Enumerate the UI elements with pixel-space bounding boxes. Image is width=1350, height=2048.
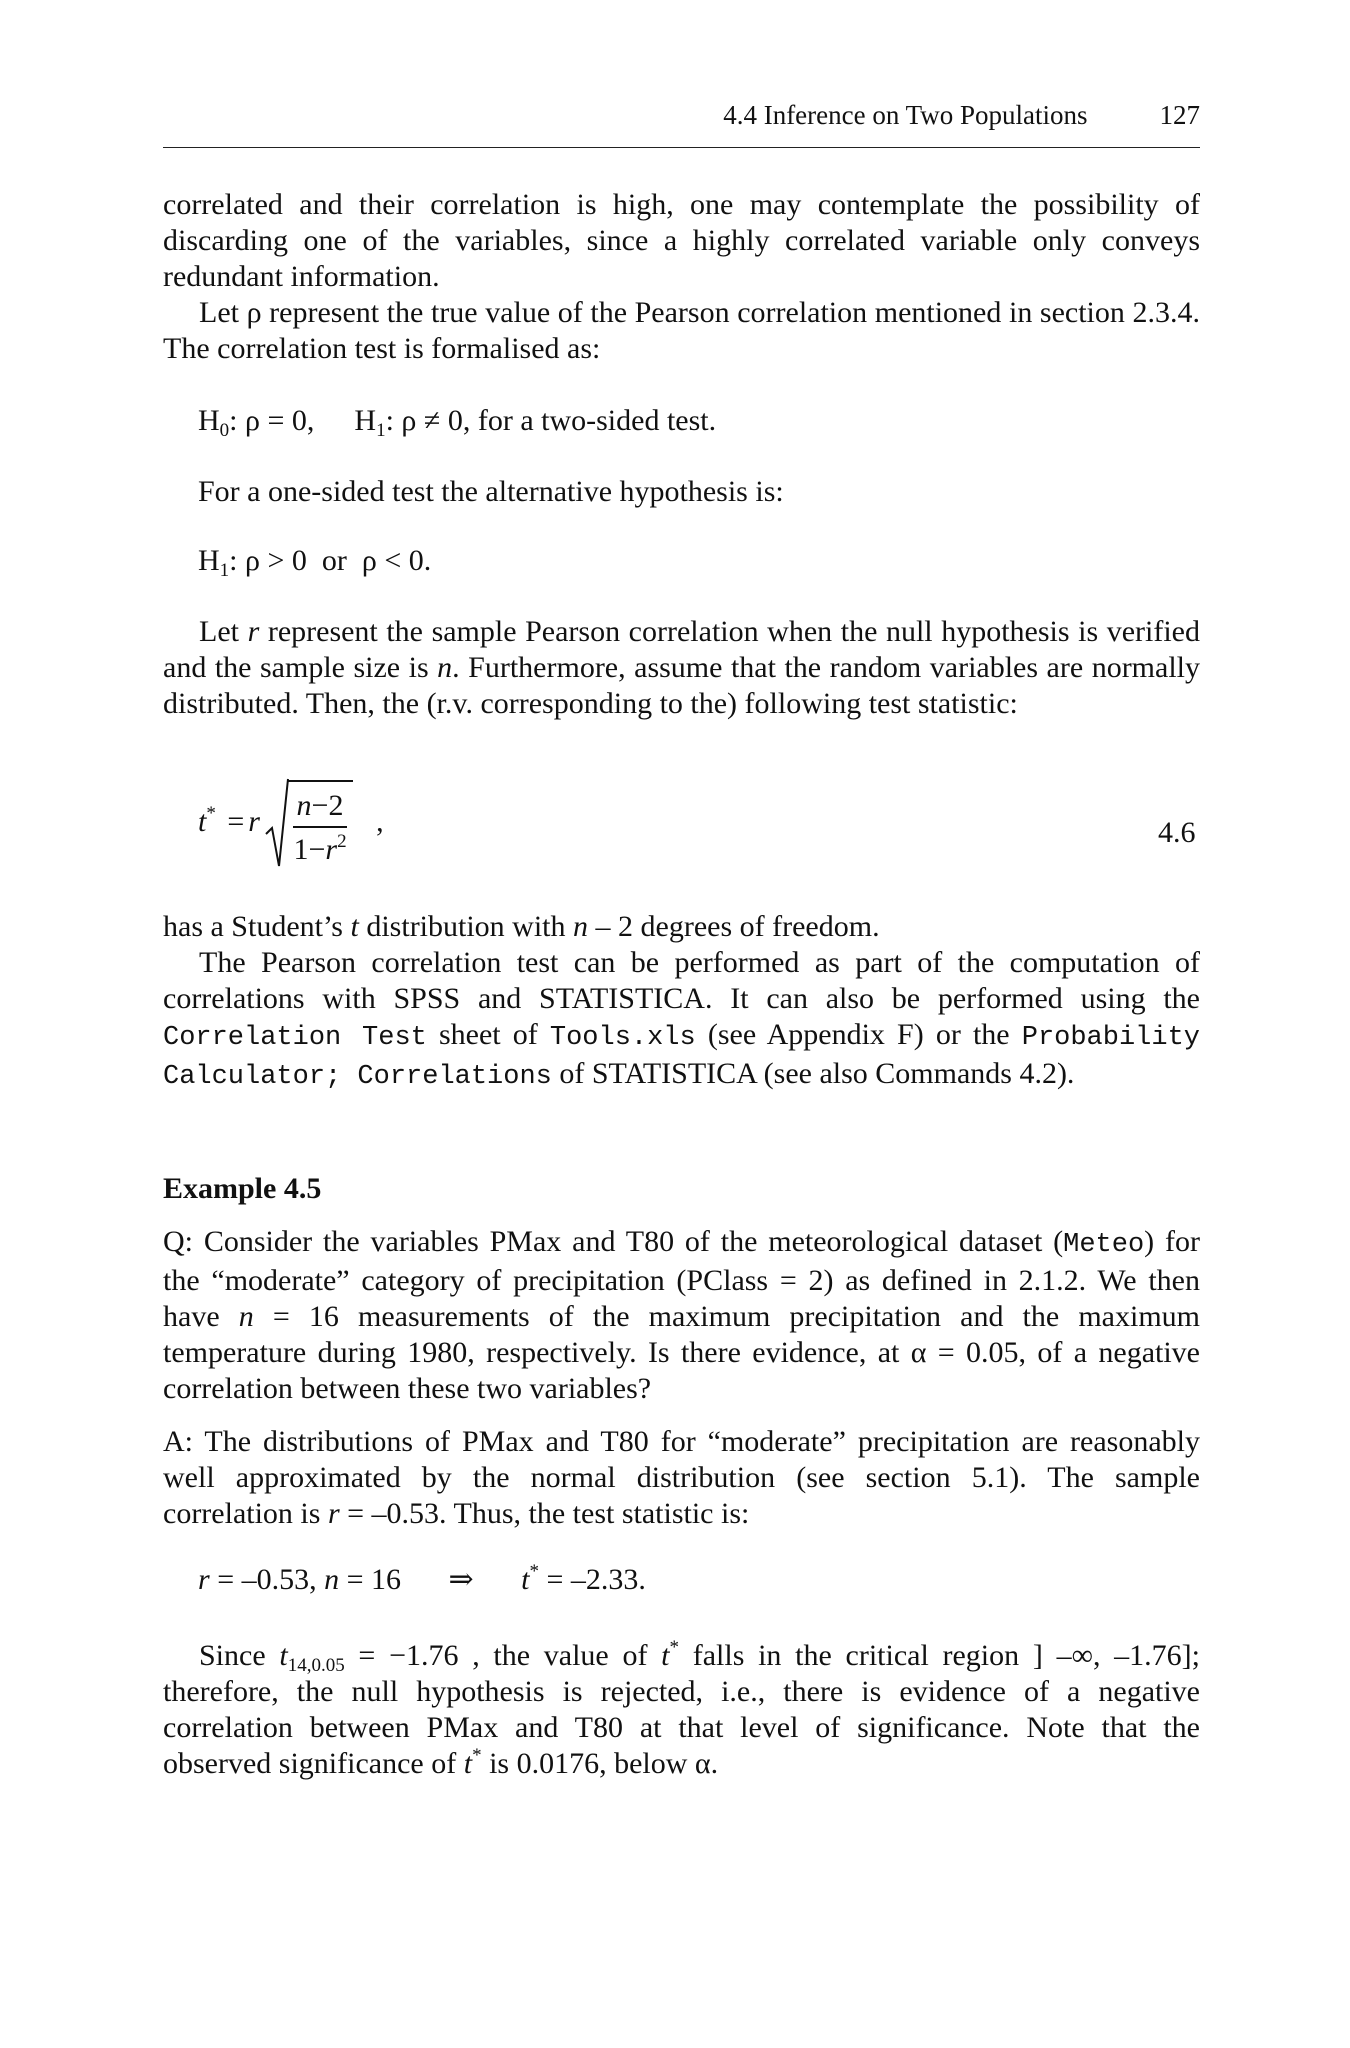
example-heading: Example 4.5 <box>163 1172 322 1205</box>
example-answer: A: The distributions of PMax and T80 for “moderate” precipitation are reasonably well approximated by the normal distribution (see section 5.1). The sample correlation is r = –0.53. Thus, the test statistic is: <box>163 1425 1200 1530</box>
equation-4-6: t* = r $\frac{n-2}{1-r^2}$ , <box>198 778 384 870</box>
radical-sign <box>265 778 289 870</box>
paragraph-correlation-test: Let ρ represent the true value of the Pearson correlation mentioned in section 2.3.4. The correlation test is formalised as: <box>163 296 1200 365</box>
fraction <box>287 780 352 868</box>
example-conclusion: Since $t_{14,0.05} = -1.76$ , the value of t* falls in the critical region ] –∞, –1.76]; therefore, the null hypothesis is rejected, i.e., there is evidence of a negative correlation between PMax and T80 at that level of significance. Note that the observed significance of t* is 0.0176, below α. <box>163 1637 1200 1780</box>
paragraph-student-t: has a Student’s t distribution with n – 2 degrees of freedom. <box>163 910 880 943</box>
result-line: r = –0.53, n = 16 ⇒ t* = –2.33. <box>198 1561 646 1596</box>
one-sided-hypothesis: $H_1$: ρ > 0 or ρ < 0. <box>198 544 432 581</box>
equation-number: 4.6 <box>1158 816 1196 849</box>
header-rule <box>163 147 1200 148</box>
example-question: Q: Consider the variables PMax and T80 of the meteorological dataset (Meteo) for the “moderate” category of precipitation (PClass = 2) as defined in 2.1.2. We then have n = 16 measurements of the maximum precipitation and the maximum temperature during 1980, respectively. Is there evidence, at α = 0.05, of a negative correlation between these two variables? <box>163 1225 1200 1405</box>
fraction-numerator: n−2 <box>293 788 346 828</box>
header-section-title: 4.4 Inference on Two Populations <box>723 100 1088 130</box>
one-sided-intro: For a one-sided test the alternative hypothesis is: <box>198 475 784 508</box>
paragraph-test-statistic: Let r represent the sample Pearson correlation when the null hypothesis is verified and the sample size is n. Furthermore, assume that the random variables are normally distributed. Then, the (r.v. corresponding to the) following test statistic: <box>163 615 1201 720</box>
running-header <box>163 98 1200 132</box>
paragraph-software: The Pearson correlation test can be performed as part of the computation of correlations with SPSS and STATISTICA. It can also be performed using the Correlation Test sheet of Tools.xls (see Appendix F) or the Probability Calculator; Correlations of STATISTICA (see also Commands 4.2). <box>163 946 1200 1092</box>
paragraph-continuation: correlated and their correlation is high, one may contemplate the possibility of discarding one of the variables, since a highly correlated variable only conveys redundant information. <box>163 188 1200 293</box>
two-sided-hypotheses: $H_0$: ρ = 0, $H_1$: ρ ≠ 0, for a two-sided test. <box>198 404 717 441</box>
fraction-denominator: $1-r^2$ <box>293 831 347 866</box>
implies-arrow-icon: ⇒ <box>448 1563 474 1596</box>
page-number: 127 <box>1159 100 1200 130</box>
